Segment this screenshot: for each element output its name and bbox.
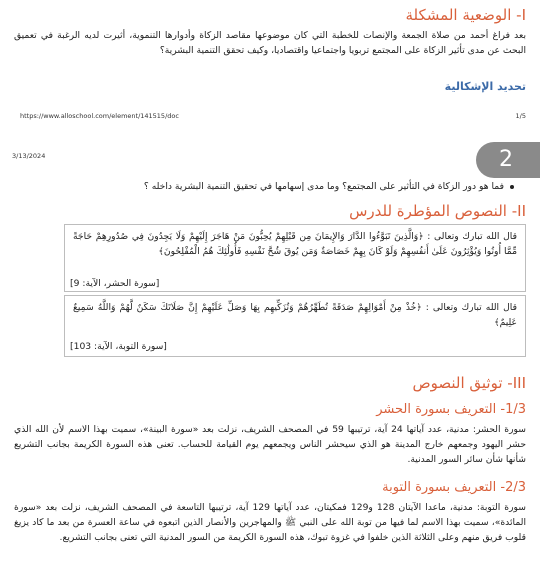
quote-2-text: قال الله تبارك وتعالى : ﴿خُذْ مِنْ أَمْوَالِهِمْ صَدَقَةً تُطَهِّرُهُمْ وَتُزَكِّيهِم بِهَا وَصَلِّ عَلَيْهِمْ إِنَّ صَلَاتَكَ سَكَنٌ لَّهُمْ وَاللَّهُ سَمِيعٌ عَلِيمٌ﴾ xyxy=(73,302,517,328)
bullet-icon xyxy=(510,185,514,189)
subsection-2-title: 2/3- التعريف بسورة التوبة xyxy=(382,480,526,495)
footer-url[interactable]: https://www.alloschool.com/element/141515/doc xyxy=(20,112,179,120)
pdf-page-1 xyxy=(0,0,540,102)
section-2-title: II- النصوص المؤطرة للدرس xyxy=(349,202,526,220)
page-date: 3/13/2024 xyxy=(12,152,46,160)
quote-1-ref: [سورة الحشر، الآية: 9] xyxy=(70,278,160,289)
section-3-title: III- توثيق النصوص xyxy=(412,374,526,392)
section-1-text: بعد فراغ أحمد من صلاة الجمعة والإنصات للخطبة التي كان موضوعها مقاصد الزكاة وأدوارها التنموية، أثيرت لديه الرغبة في تعميق البحث عن مدى تأثير الزكاة على المجتمع تربويا واجتماعيا واقتصاديا، وكيف تحقق التنمية البشرية؟ xyxy=(14,30,526,56)
section-1-title: I- الوضعية المشكلة xyxy=(405,6,526,24)
problem-question: فما هو دور الزكاة في التأثير على المجتمع؟ وما مدى إسهامها في تحقيق التنمية البشرية داخله ؟ xyxy=(143,181,504,192)
subsection-1-title: 1/3- التعريف بسورة الحشر xyxy=(376,402,526,417)
page-number-badge: 2 xyxy=(476,142,540,178)
subsection-2-text: سورة التوبة: مدنية، ماعدا الآيتان 128 و129 فمكيتان، عدد آياتها 129 آية، ترتيبها التاسعة في المصحف الشريف، نزلت بعد «سورة المائدة»، سميت بهذا الاسم لما فيها من توبة الله على النبي ﷺ والمهاجرين والأنصار الذين اتبعوه في ساعة العسرة من بعد ما كاد يزيغ قلوب فريق منهم وعلى الثلاثة الذين خلفوا في غزوة تبوك، هذه السورة الكريمة من السور المدنية التي تعنى بجانب التشريع. xyxy=(14,502,526,543)
quote-1-text: قال الله تبارك وتعالى : ﴿وَالَّذِينَ تَبَوَّءُوا الدَّارَ وَالإِيمَانَ مِن قَبْلِهِمْ يُحِبُّونَ مَنْ هَاجَرَ إِلَيْهِمْ وَلَا يَجِدُونَ فِي صُدُورِهِمْ حَاجَةً مِّمَّا أُوتُوا وَيُؤْثِرُونَ عَلَىٰ أَنفُسِهِمْ وَلَوْ كَانَ بِهِمْ خَصَاصَةٌ وَمَن يُوقَ شُحَّ نَفْسِهِ فَأُولَٰئِكَ هُمُ الْمُفْلِحُونَ﴾ xyxy=(73,231,517,257)
subsection-1-text: سورة الحشر: مدنية، عدد آياتها 24 آية، ترتيبها 59 في المصحف الشريف، نزلت بعد «سورة البينة»، سميت بهذا الاسم لأن الله الذي حشر اليهود وجمعهم خارج المدينة هو الذي سيحشر الناس ويجمعهم يوم القيامة للحساب. تعنى هذه السورة الكريمة بجانب التشريع شأنها شأن سائر السور المدنية. xyxy=(14,424,526,465)
footer-page-count: 1/5 xyxy=(515,112,526,120)
page-gap xyxy=(0,102,540,150)
problem-title: تحديد الإشكالية xyxy=(444,80,526,93)
pdf-page-2 xyxy=(0,150,540,569)
quote-2-ref: [سورة التوبة، الآية: 103] xyxy=(70,341,167,352)
